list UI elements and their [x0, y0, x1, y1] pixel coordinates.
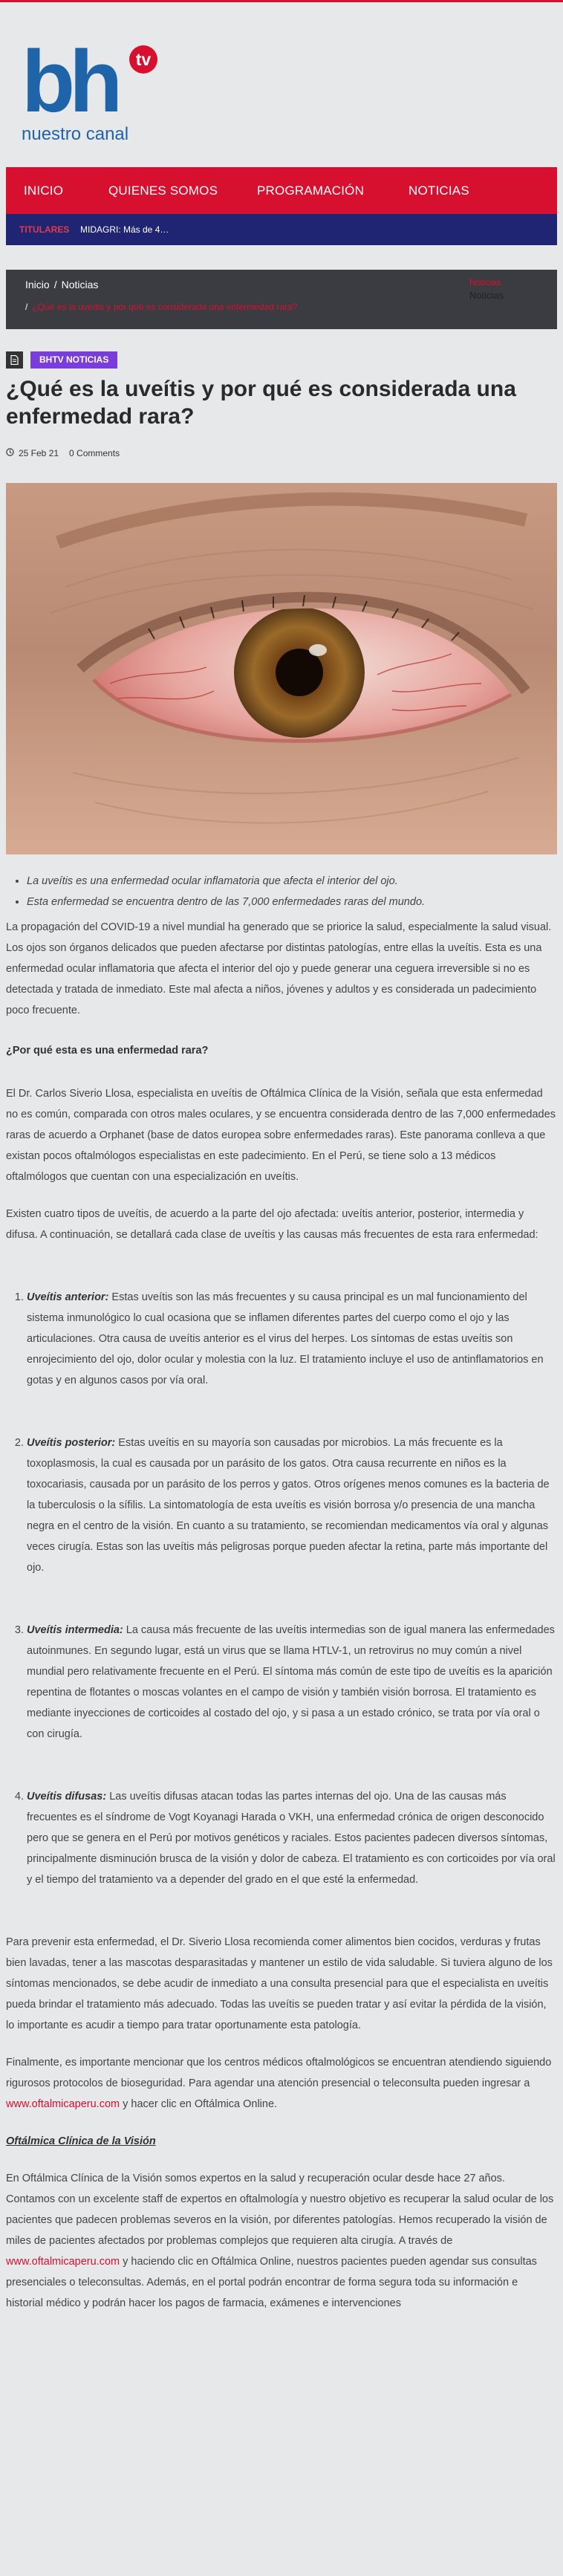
- ticker-headline[interactable]: MIDAGRI: Más de 4…: [80, 224, 169, 235]
- breadcrumb-separator: /: [53, 279, 57, 291]
- summary-bullet: • La uveítis es una enfermedad ocular inflamatoria que afecta el interior del ojo.: [27, 871, 557, 892]
- article-date: 25 Feb 21: [19, 448, 59, 458]
- clinic-text-end: y haciendo clic en Oftálmica Online, nuestros pacientes pueden agendar sus consultas presenciales o teleconsultas. Además, en el portal podrán encontrar de forma segura toda su información e historial médico y podrán hacer los pagos de farmacia, exámenes e intervenciones: [6, 2256, 537, 2309]
- breadcrumb-current-row: [25, 302, 297, 312]
- type-text: Estas uveítis son las más frecuentes y su causa principal es un mal funcionamiento del sistema inmunológico lo cual ocasiona que se inflamen diferentes partes del cuerpo como el ojo y las articulaciones. Otra causa de uveítis anterior es el virus del herpes. Los síntomas de estas uveítis son enrojecimiento del ojo, dolor ocular y molestia con la luz. El tratamiento incluye el uso de antinflamatorios en gotas y en algunos casos por vía oral.: [27, 1291, 544, 1386]
- document-icon: [6, 351, 23, 369]
- clock-icon: [6, 448, 14, 458]
- type-term: Uveítis difusas:: [27, 1791, 107, 1803]
- article-meta: [6, 448, 120, 458]
- type-item-anterior: [27, 1287, 557, 1391]
- subheading-clinic: Oftálmica Clínica de la Visión: [6, 2135, 156, 2147]
- breadcrumb-separator: /: [25, 302, 28, 312]
- type-item-posterior: [27, 1433, 557, 1578]
- nav-noticias[interactable]: NOTICIAS: [409, 184, 469, 198]
- category-row: [6, 351, 117, 369]
- section-label: Noticias: [469, 290, 504, 301]
- nav-quienes-somos[interactable]: QUIENES SOMOS: [108, 184, 218, 198]
- svg-text:nuestro canal: nuestro canal: [22, 124, 129, 144]
- type-item-difusas: [27, 1786, 557, 1890]
- paragraph-types: Existen cuatro tipos de uveítis, de acuerdo a la parte del ojo afectada: uveítis anterior, posterior, intermedia y difusa. A continuación, se detallará cada clase de uveítis y las causas más frecuentes de esta rara enfermedad:: [6, 1208, 538, 1241]
- breadcrumb-section[interactable]: Noticias: [61, 279, 99, 291]
- section-label-red: Noticias: [469, 277, 501, 288]
- breadcrumb-bar: [6, 270, 557, 329]
- paragraph-closing: [6, 2052, 557, 2115]
- type-text: Estas uveítis en su mayoría son causadas por microbios. La más frecuente es la toxoplasmosis, la cual es causada por un parásito de los gatos. Otra causa recurrente en niños es la toxocariasis, causada por un parásito de los perros y gatos. Otros orígenes menos comunes es la bacteria de la tuberculosis o la sífilis. La sintomatología de esta uveítis es visión borrosa y/o presencia de una mancha negra en el centro de la visión. En cuanto a su tratamiento, se recomiendan medicamentos vía oral y algunas veces cirugía. Estas son las uveítis más peligrosas porque pueden afectar la retina, parte más importante del ojo.: [27, 1437, 550, 1574]
- oftalmica-link[interactable]: www.oftalmicaperu.com: [6, 2256, 120, 2268]
- article-title: ¿Qué es la uveítis y por qué es considerada una enfermedad rara?: [6, 377, 516, 429]
- top-accent-line: [0, 0, 563, 2]
- site-logo[interactable]: [19, 43, 167, 155]
- type-text: Las uveítis difusas atacan todas las partes internas del ojo. Una de las causas más frecuentes es el síndrome de Vogt Koyanagi Harada o VKH, una enfermedad crónica de origen desconocido pero que se genera en el Perú por motivos genéticos y raciales. Estos pacientes padecen diversos síntomas, principalmente disminución brusca de la visión y dolor de cabeza. El tratamiento es con corticoides por vía oral y el tiempo del tratamiento va a depender del grado en el que esté la enfermedad.: [27, 1791, 556, 1886]
- paragraph-clinic: [6, 2168, 557, 2314]
- svg-text:tv: tv: [135, 50, 152, 69]
- breadcrumb-current: ¿Qué es la uveítis y por qué es considerada una enfermedad rara?: [32, 302, 298, 312]
- hero-image-red-eye: [6, 483, 557, 854]
- headline-ticker: [6, 214, 557, 245]
- subheading-rare: ¿Por qué esta es una enfermedad rara?: [6, 1045, 209, 1057]
- svg-text:bh: bh: [22, 43, 117, 131]
- oftalmica-link[interactable]: www.oftalmicaperu.com: [6, 2098, 120, 2110]
- summary-bullet: • Esta enfermedad se encuentra dentro de las 7,000 enfermedades raras del mundo.: [27, 892, 557, 912]
- breadcrumb: [25, 279, 98, 291]
- summary-bullets: [6, 871, 557, 912]
- type-term: Uveítis intermedia:: [27, 1624, 123, 1636]
- uveitis-types-list: [6, 1287, 557, 1890]
- main-nav: [6, 167, 557, 214]
- nav-inicio[interactable]: INICIO: [24, 184, 64, 198]
- clinic-text: En Oftálmica Clínica de la Visión somos expertos en la salud y recuperación ocular desde hace 27 años. Contamos con un excelente staff de expertos en oftalmología y nuestro objetivo es recuperar la salud ocular de los pacientes que padecen problemas severos en la visión, por diferentes patologías. Hemos recuperado la visión de miles de pacientes afectados por problemas complejos que requieren alta cirugía. A través de: [6, 2173, 554, 2247]
- comments-link[interactable]: 0 Comments: [69, 448, 120, 458]
- ticker-label: TITULARES: [19, 224, 70, 235]
- type-term: Uveítis posterior:: [27, 1437, 116, 1449]
- article-body: [6, 871, 557, 2314]
- paragraph-specialist: El Dr. Carlos Siverio Llosa, especialista en uveítis de Oftálmica Clínica de la Visión, señala que esta enfermedad no es común, comparada con otros males oculares, y se encuentra considerada dentro de las 7,000 enfermedades raras de acuerdo a Orphanet (base de datos europea sobre enfermedades raras). Este panorama conlleva a que existan pocos oftalmólogos especialistas en este padecimiento. En el Perú, se tiene solo a 13 médicos oftalmólogos que cuentan con una especialización en uveítis.: [6, 1088, 556, 1183]
- type-text: La causa más frecuente de las uveítis intermedias son de igual manera las enfermedades autoinmunes. En segundo lugar, está un virus que se llama HTLV-1, un retrovirus no muy común a nivel mundial pero relativamente frecuente en el Perú. El síntoma más común de este tipo de uveítis es la aparición repentina de flotantes o moscas volantes en el campo de visión y también visión borrosa. El tratamiento es mediante inyecciones de corticoides al costado del ojo, y si pasa a un estado crónico, se trata por vía oral o con cirugía.: [27, 1624, 555, 1740]
- type-item-intermedia: [27, 1620, 557, 1745]
- closing-text: Finalmente, es importante mencionar que los centros médicos oftalmológicos se encuentran atendiendo siguiendo rigurosos protocolos de bioseguridad. Para agendar una atención presencial o teleconsulta pueden ingresar a: [6, 2057, 552, 2089]
- nav-programacion[interactable]: PROGRAMACIÓN: [257, 184, 365, 198]
- paragraph-prevention: Para prevenir esta enfermedad, el Dr. Siverio Llosa recomienda comer alimentos bien cocidos, verduras y frutas bien lavadas, tener a las mascotas desparasitadas y mantener un estilo de vida saludable. Si tuviera alguno de los síntomas mencionados, se debe acudir de inmediato a una consulta presencial para que el especialista en uveítis pueda brindar el tratamiento más adecuado. Todas las uveítis se pueden tratar y así evitar la pérdida de la visión, lo importante es acudir a tiempo para tratar oportunamente esta patología.: [6, 1936, 553, 2031]
- paragraph-intro: La propagación del COVID-19 a nivel mundial ha generado que se priorice la salud, especialmente la salud visual. Los ojos son órganos delicados que pueden afectarse por distintas patologías, entre ellas la uveítis. Esta es una enfermedad ocular inflamatoria que afecta el interior del ojo y puede generar una ceguera irreversible si no es detectada y tratada de inmediato. Este mal afecta a niños, jóvenes y adultos y es considerada un padecimiento poco frecuente.: [6, 921, 552, 1016]
- breadcrumb-home[interactable]: Inicio: [25, 279, 50, 291]
- closing-text-end: y hacer clic en Oftálmica Online.: [120, 2098, 278, 2110]
- type-term: Uveítis anterior:: [27, 1291, 109, 1303]
- category-badge[interactable]: BHTV NOTICIAS: [30, 351, 117, 369]
